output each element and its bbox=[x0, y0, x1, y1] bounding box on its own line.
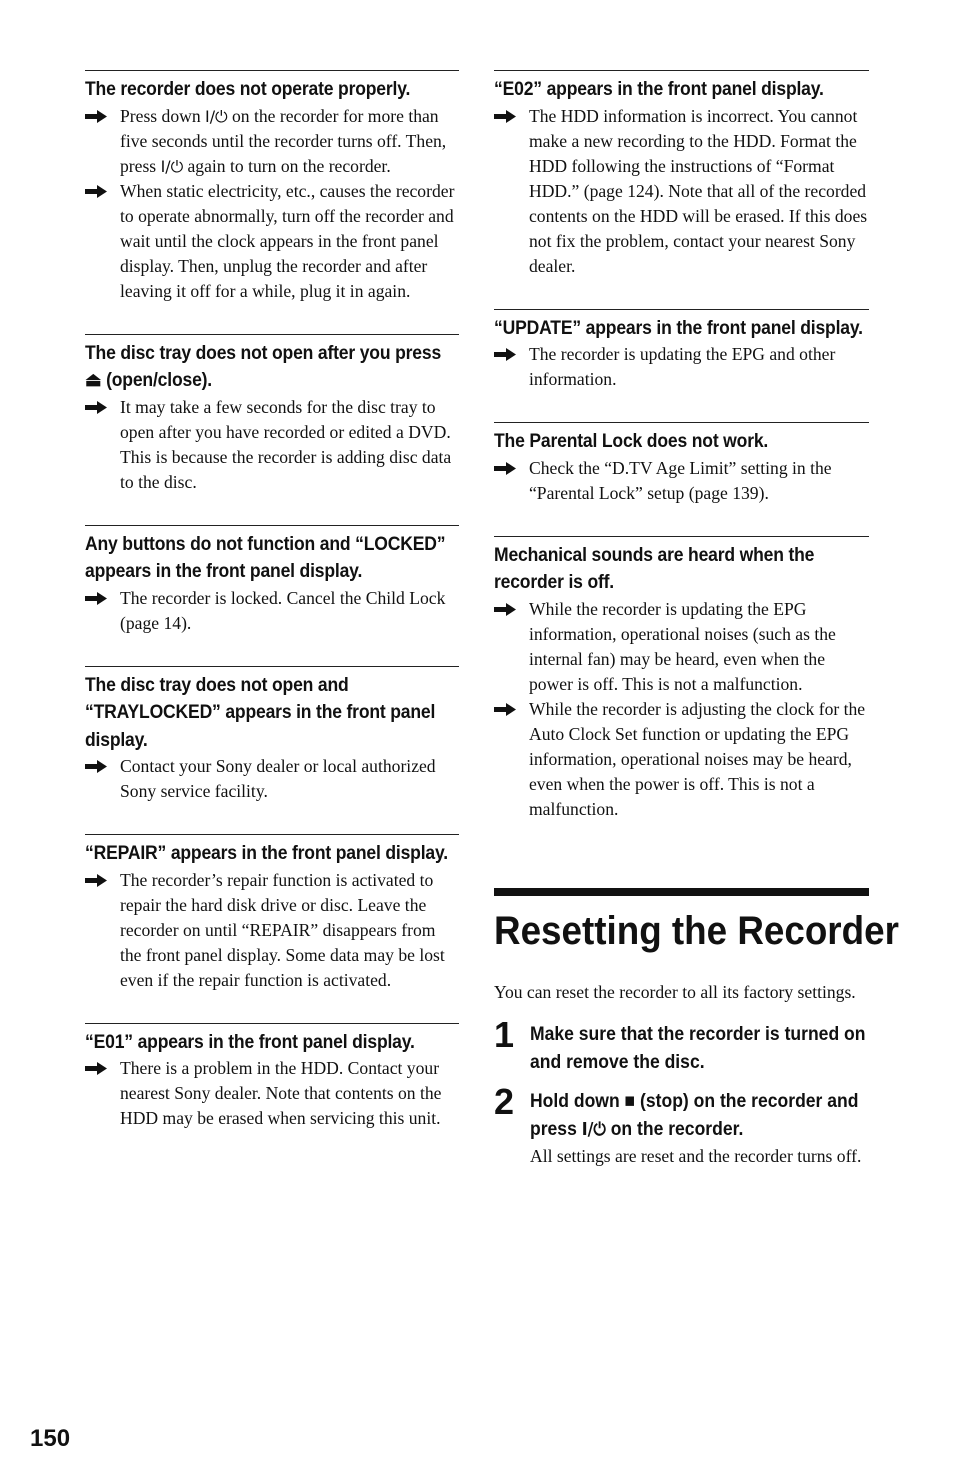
power-icon: I/⏻ bbox=[581, 1119, 606, 1140]
arrow-right-icon bbox=[494, 110, 516, 123]
troubleshoot-section bbox=[85, 525, 459, 636]
eject-icon: ⏏ bbox=[85, 369, 102, 391]
solution-item: The recorder is updating the EPG and other information. bbox=[494, 342, 869, 392]
arrow-right-icon bbox=[494, 703, 516, 716]
section-title: Any buttons do not function and “LOCKED” appears in the front panel display. bbox=[85, 532, 446, 582]
troubleshoot-section bbox=[494, 309, 869, 393]
solution-item: The recorder is locked. Cancel the Child Lock (page 14). bbox=[85, 586, 459, 636]
power-icon: I/⏻ bbox=[160, 156, 184, 176]
solution-item: It may take a few seconds for the disc tray to open after you have recorded or edited a DVD. This is because the recorder is adding disc data to the disc. bbox=[85, 395, 459, 495]
troubleshoot-section bbox=[85, 834, 459, 993]
step-number: 2 bbox=[494, 1081, 515, 1122]
section-title: The disc tray does not open after you press ⏏ (open/close). bbox=[85, 341, 442, 391]
section-title: “REPAIR” appears in the front panel display. bbox=[85, 842, 448, 864]
arrow-right-icon bbox=[494, 462, 516, 475]
arrow-right-icon bbox=[85, 592, 107, 605]
section-title: The recorder does not operate properly. bbox=[85, 78, 411, 100]
step-body: All settings are reset and the recorder turns off. bbox=[530, 1146, 862, 1166]
arrow-right-icon bbox=[85, 185, 107, 198]
solution-item: While the recorder is adjusting the clock for the Auto Clock Set function or updating the EPG information, operational noises may be heard, even when the power is off. This is not a malfunction. bbox=[494, 697, 869, 822]
troubleshoot-section bbox=[85, 1023, 459, 1132]
section-title: Mechanical sounds are heard when the recorder is off. bbox=[494, 543, 815, 593]
arrow-right-icon bbox=[85, 760, 107, 773]
left-column bbox=[85, 70, 459, 1155]
troubleshoot-section bbox=[85, 666, 459, 805]
solution-item: The recorder’s repair function is activated to repair the hard disk drive or disc. Leave the recorder on until “REPAIR” disappears from the front panel display. Some data may be lost even if the repair function is activated. bbox=[85, 868, 459, 993]
step bbox=[494, 1014, 869, 1076]
section-title: “E01” appears in the front panel display. bbox=[85, 1030, 415, 1053]
arrow-right-icon bbox=[85, 110, 107, 123]
reset-section bbox=[494, 888, 899, 1181]
step-title: Hold down ■ (stop) on the recorder and press I/⏻ on the recorder. bbox=[530, 1090, 859, 1140]
arrow-right-icon bbox=[494, 348, 516, 361]
intro-text: You can reset the recorder to all its factory settings. bbox=[494, 982, 856, 1002]
arrow-right-icon bbox=[85, 1062, 107, 1075]
power-icon: I/⏻ bbox=[205, 106, 228, 126]
solution-item: Check the “D.TV Age Limit” setting in the “Parental Lock” setup (page 139). bbox=[494, 456, 869, 506]
page-heading: Resetting the Recorder bbox=[494, 909, 899, 953]
section-title: “E02” appears in the front panel display. bbox=[494, 78, 824, 100]
solution-item: Contact your Sony dealer or local authorized Sony service facility. bbox=[85, 754, 459, 804]
page-number: 150 bbox=[30, 1425, 71, 1452]
arrow-right-icon bbox=[85, 401, 107, 414]
right-column bbox=[494, 70, 869, 852]
step-number: 1 bbox=[494, 1014, 515, 1055]
stop-icon: ■ bbox=[624, 1090, 636, 1112]
solution-item: While the recorder is updating the EPG information, operational noises (such as the internal fan) may be heard, even when the power is off. This is not a malfunction. bbox=[494, 597, 869, 697]
arrow-right-icon bbox=[85, 874, 107, 887]
solution-item: Press down I/⏻ on the recorder for more than five seconds until the recorder turns off. Then, press I/⏻ again to turn on the recorder. bbox=[85, 104, 459, 179]
arrow-right-icon bbox=[494, 603, 516, 616]
troubleshoot-section bbox=[85, 334, 459, 495]
heading-rule bbox=[494, 888, 869, 896]
step-title: Make sure that the recorder is turned on and remove the disc. bbox=[530, 1023, 866, 1073]
solution-item: The HDD information is incorrect. You cannot make a new recording to the HDD. Format the HDD following the instructions of “Format HDD.” (page 124). Note that all of the recorded contents on the HDD will be erased. If this does not fix the problem, contact your nearest Sony dealer. bbox=[494, 104, 869, 279]
section-title: “UPDATE” appears in the front panel display. bbox=[494, 316, 863, 339]
section-title: The disc tray does not open and “TRAYLOCKED” appears in the front panel display. bbox=[85, 673, 436, 751]
troubleshoot-section bbox=[85, 70, 459, 304]
troubleshoot-section bbox=[494, 422, 869, 506]
troubleshoot-section bbox=[494, 70, 869, 279]
section-title: The Parental Lock does not work. bbox=[494, 430, 769, 452]
solution-item: When static electricity, etc., causes the recorder to operate abnormally, turn off the recorder and wait until the clock appears in the front panel display. Then, unplug the recorder and after leaving it off for a while, plug it in again. bbox=[85, 179, 459, 304]
step bbox=[494, 1081, 869, 1169]
solution-item: There is a problem in the HDD. Contact your nearest Sony dealer. Note that contents on the HDD may be erased when servicing this unit. bbox=[85, 1056, 459, 1131]
troubleshoot-section bbox=[494, 536, 869, 822]
